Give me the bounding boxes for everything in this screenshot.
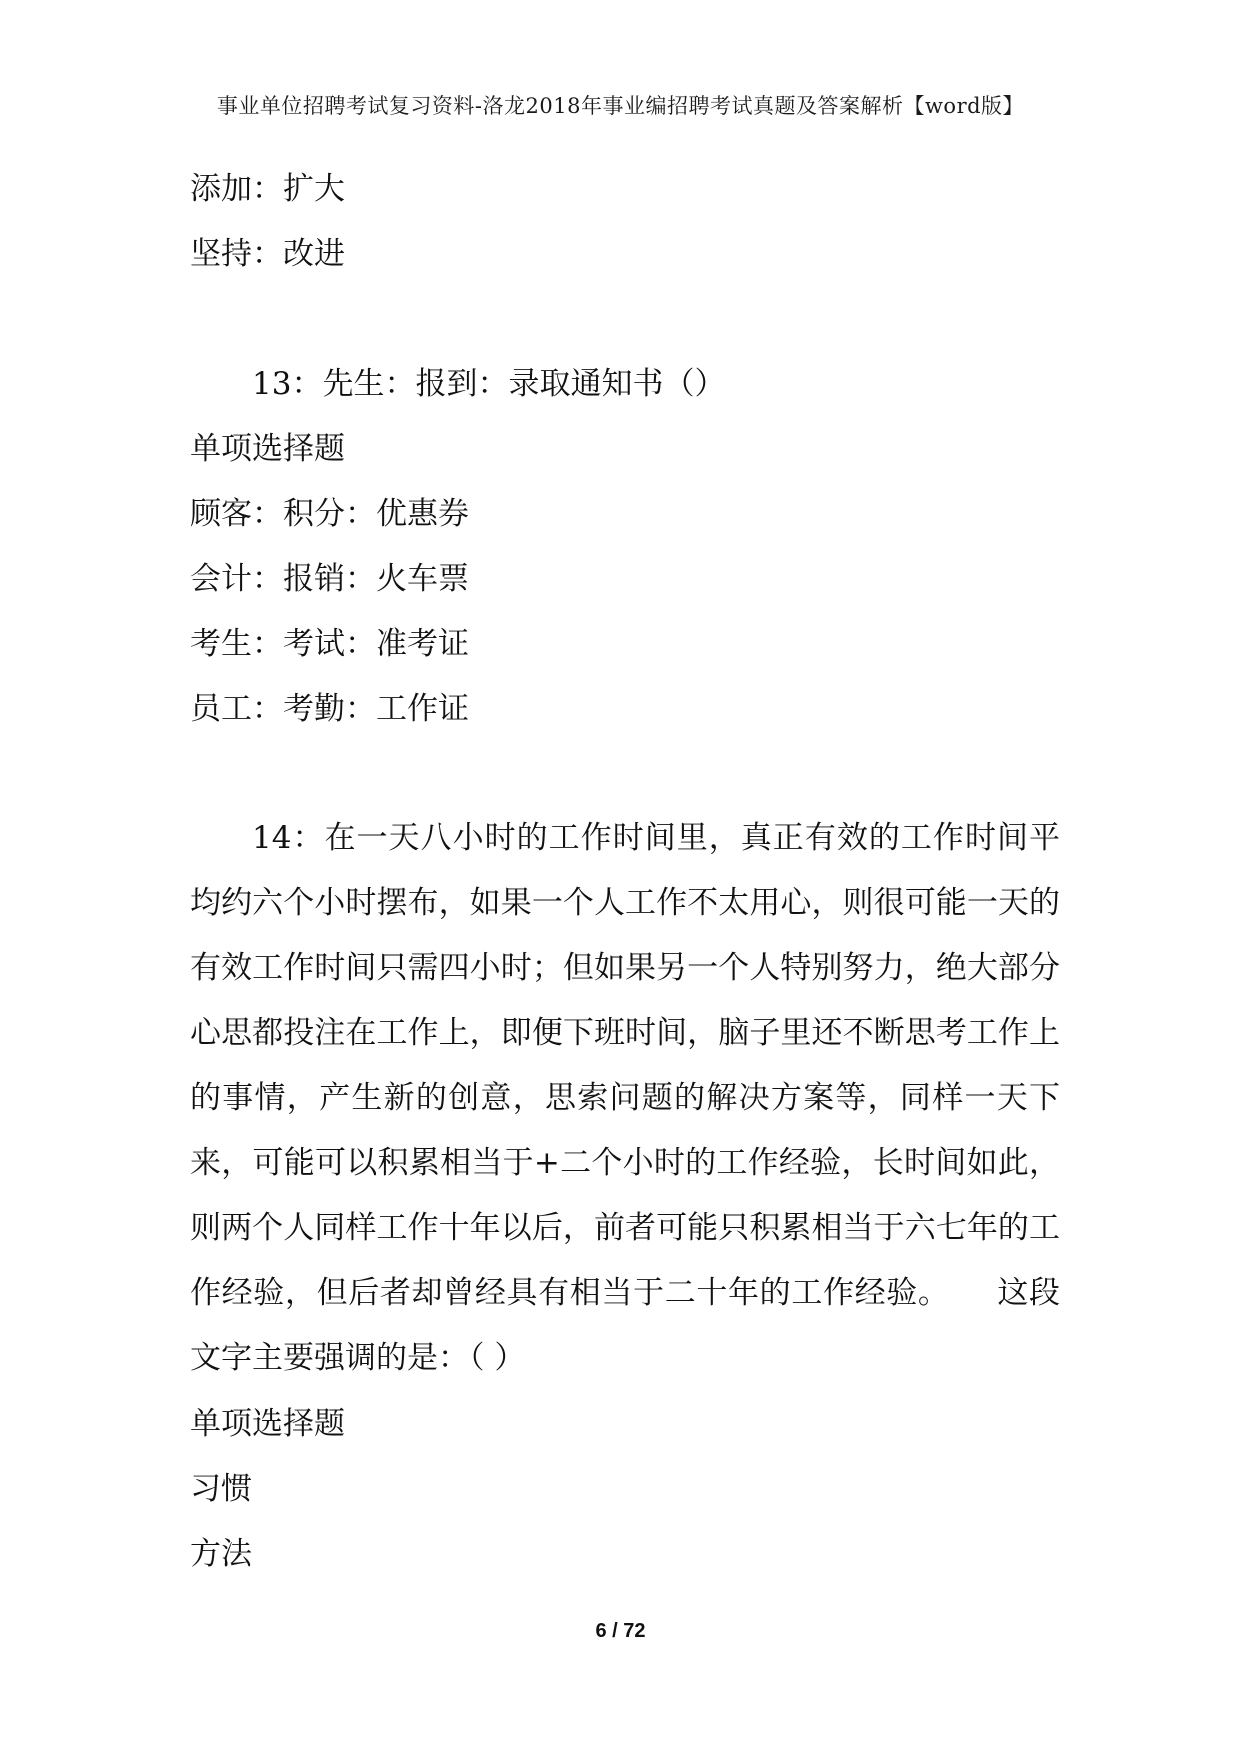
question-14-type: 单项选择题 xyxy=(190,1406,345,1442)
page-header: 事业单位招聘考试复习资料-洛龙2018年事业编招聘考试真题及答案解析【word版】 xyxy=(216,94,1025,118)
document-body xyxy=(190,164,1060,1594)
option-line: 习惯 xyxy=(190,1471,252,1507)
question-14-stem: 14：在一天八小时的工作时间里，真正有效的工作时间平均约六个小时摆布，如果一个人工作不太用心，则很可能一天的有效工作时间只需四小时；但如果另一个人特别努力，绝大部分心思都投注在工作上，即便下班时间，脑子里还不断思考工作上的事情，产生新的创意，思索问题的解决方案等，同样一天下来，可能可以积累相当于+二个小时的工作经验，长时间如此，则两个人同样工作十年以后，前者可能只积累相当于六七年的工作经验，但后者却曾经具有相当于二十年的工作经验。 这段文字主要强调的是：（ ） xyxy=(190,820,1060,1376)
option-line: 员工：考勤：工作证 xyxy=(190,691,469,727)
page-number: 6 / 72 xyxy=(595,1620,646,1642)
option-line: 会计：报销：火车票 xyxy=(190,561,469,597)
option-line: 方法 xyxy=(190,1536,252,1572)
question-13-stem: 13：先生：报到：录取通知书（） xyxy=(252,366,726,402)
question-13-type: 单项选择题 xyxy=(190,431,345,467)
spacer xyxy=(190,749,1060,814)
option-line: 考生：考试：准考证 xyxy=(190,626,469,662)
option-line: 顾客：积分：优惠券 xyxy=(190,496,469,532)
option-line: 添加：扩大 xyxy=(190,171,345,207)
option-line: 坚持：改进 xyxy=(190,236,345,272)
spacer xyxy=(190,294,1060,359)
